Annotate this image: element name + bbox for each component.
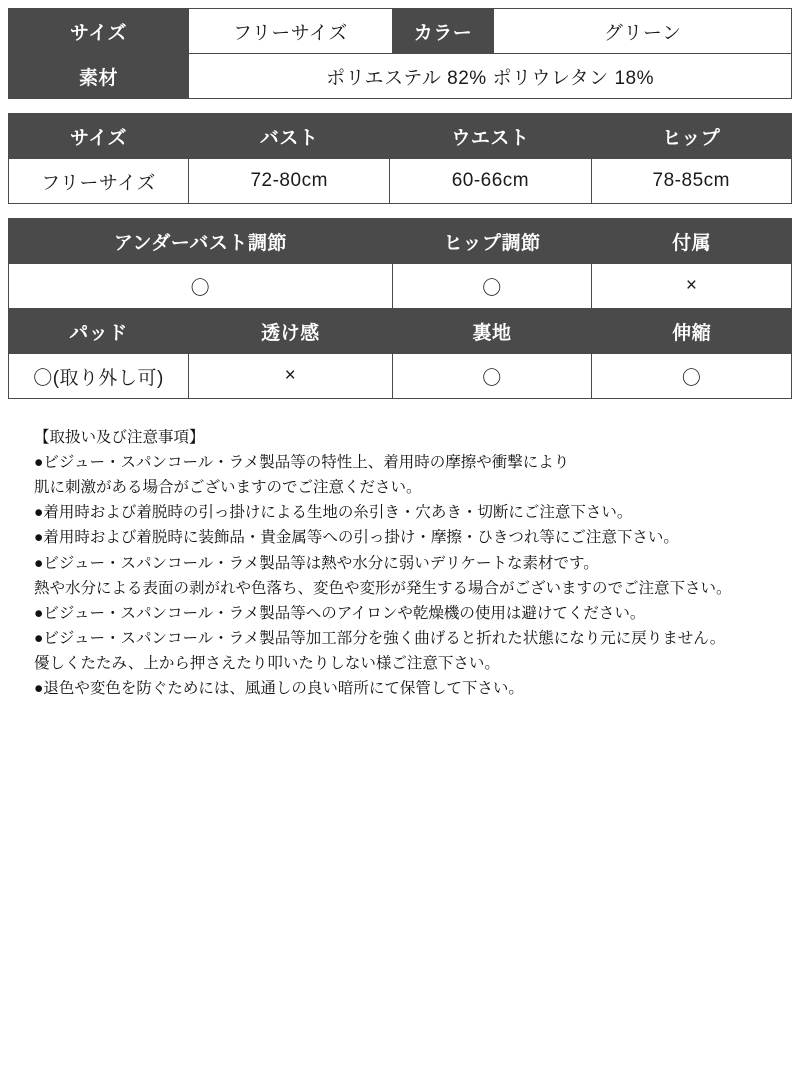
value-hip-adjust: 〇 [392, 264, 592, 309]
value-stretch: 〇 [592, 354, 792, 399]
header-pad: パッド [9, 309, 189, 354]
header-sheerness: 透け感 [189, 309, 393, 354]
label-color: カラー [392, 9, 494, 54]
care-note-line: ●退色や変色を防ぐためには、風通しの良い暗所にて保管して下さい。 [34, 680, 524, 698]
table-row [9, 9, 792, 54]
cell-waist: 60-66cm [390, 159, 591, 204]
care-note-line: ●ビジュー・スパンコール・ラメ製品等の特性上、着用時の摩擦や衝撃により [34, 454, 570, 472]
label-material: 素材 [9, 54, 189, 99]
care-note-line: ●ビジュー・スパンコール・ラメ製品等加工部分を強く曲げると折れた状態になり元に戻りません。 [34, 629, 726, 647]
label-size: サイズ [9, 9, 189, 54]
care-note-line: 優しくたたみ、上から押さえたり叩いたりしない様ご注意下さい。 [34, 654, 500, 672]
header-hip: ヒップ [591, 114, 791, 159]
header-size: サイズ [9, 114, 189, 159]
care-note-line: 熱や水分による表面の剥がれや色落ち、変色や変形が発生する場合がございますのでご注意下さい。 [34, 579, 732, 597]
care-notes [8, 425, 792, 701]
table-row [9, 54, 792, 99]
header-waist: ウエスト [390, 114, 591, 159]
table-row [9, 354, 792, 399]
care-note-line: 肌に刺激がある場合がございますのでご注意ください。 [34, 479, 422, 497]
cell-size: フリーサイズ [9, 159, 189, 204]
value-color: グリーン [494, 9, 792, 54]
care-note-line: ●着用時および着脱時の引っ掛けによる生地の糸引き・穴あき・切断にご注意下さい。 [34, 504, 633, 522]
value-lining: 〇 [392, 354, 592, 399]
value-material: ポリエステル 82% ポリウレタン 18% [189, 54, 792, 99]
value-accessory: × [592, 264, 792, 309]
care-note-line: ●ビジュー・スパンコール・ラメ製品等は熱や水分に弱いデリケートな素材です。 [34, 554, 599, 572]
table-header-row [9, 219, 792, 264]
cell-bust: 72-80cm [189, 159, 390, 204]
value-size: フリーサイズ [189, 9, 393, 54]
value-sheerness: × [189, 354, 393, 399]
care-notes-title: 【取扱い及び注意事項】 [34, 429, 205, 446]
header-lining: 裏地 [392, 309, 592, 354]
table-row [9, 159, 792, 204]
care-note-line: ●ビジュー・スパンコール・ラメ製品等へのアイロンや乾燥機の使用は避けてください。 [34, 604, 646, 622]
basic-info-table [8, 8, 792, 99]
cell-hip: 78-85cm [591, 159, 791, 204]
value-underbust-adjust: 〇 [9, 264, 393, 309]
table-header-row [9, 114, 792, 159]
features-table [8, 218, 792, 399]
header-accessory: 付属 [592, 219, 792, 264]
measurements-table [8, 113, 792, 204]
header-bust: バスト [189, 114, 390, 159]
header-hip-adjust: ヒップ調節 [392, 219, 592, 264]
table-row [9, 264, 792, 309]
care-note-line: ●着用時および着脱時に装飾品・貴金属等への引っ掛け・摩擦・ひきつれ等にご注意下さい。 [34, 529, 679, 547]
value-pad: 〇(取り外し可) [9, 354, 189, 399]
header-underbust-adjust: アンダーバスト調節 [9, 219, 393, 264]
header-stretch: 伸縮 [592, 309, 792, 354]
table-header-row [9, 309, 792, 354]
